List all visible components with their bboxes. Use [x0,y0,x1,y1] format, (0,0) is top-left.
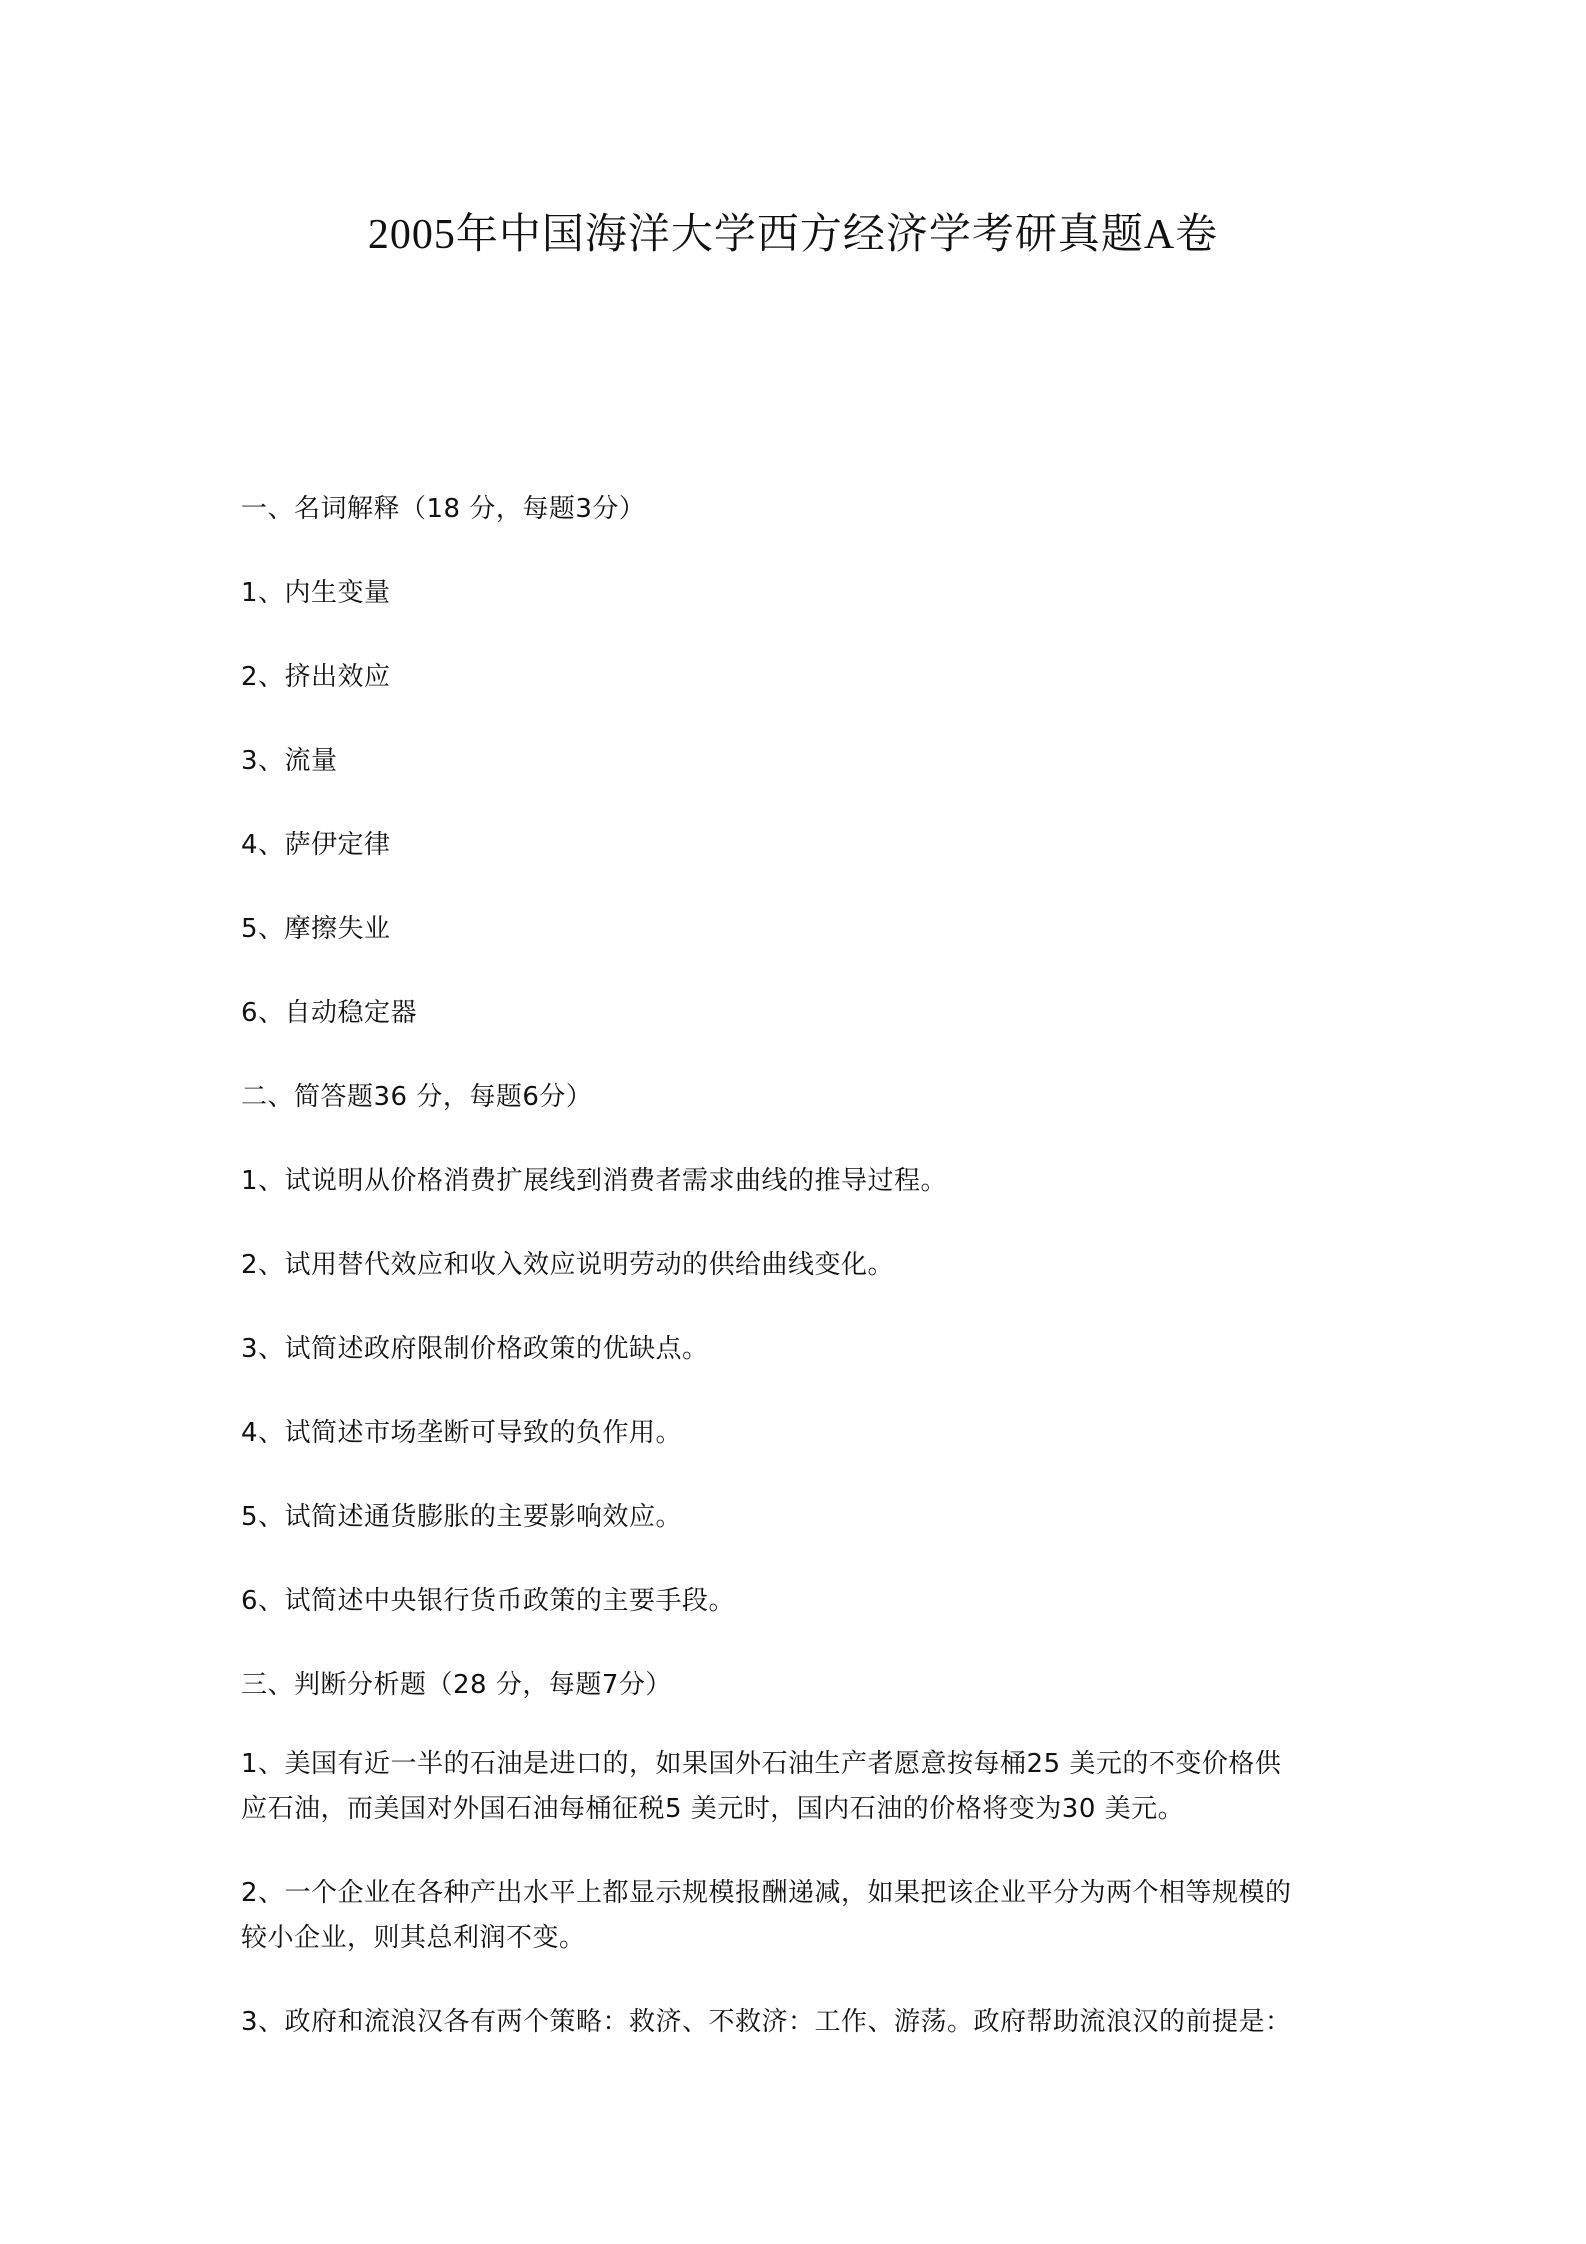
section-3-heading: 三、判断分析题（28 分，每题7分） [241,1670,672,1700]
section-2-item-3: 3、试简述政府限制价格政策的优缺点。 [241,1334,709,1364]
section-3-item-1 [241,1742,1359,1832]
section-2-item-4: 4、试简述市场垄断可导致的负作用。 [241,1418,683,1448]
section-1-item-6: 6、自动稳定器 [241,998,418,1028]
section-3-item-3-line-1: 3、政府和流浪汉各有两个策略：救济、不救济：工作、游荡。政府帮助流浪汉的前提是： [241,2007,1292,2037]
section-3-item-2-line-1: 2、一个企业在各种产出水平上都显示规模报酬递减，如果把该企业平分为两个相等规模的 [241,1878,1292,1908]
section-1-item-3: 3、流量 [241,746,338,776]
section-1-item-1: 1、内生变量 [241,578,391,608]
section-2-heading: 二、简答题36 分，每题6分） [241,1082,593,1112]
section-3-item-2 [241,1871,1359,1961]
section-1-item-4: 4、萨伊定律 [241,830,391,860]
section-1-item-5: 5、摩擦失业 [241,914,391,944]
section-2-item-6: 6、试简述中央银行货币政策的主要手段。 [241,1586,736,1616]
section-2-item-1: 1、试说明从价格消费扩展线到消费者需求曲线的推导过程。 [241,1166,948,1196]
section-3-item-3 [241,2000,1359,2045]
section-2-item-2: 2、试用替代效应和收入效应说明劳动的供给曲线变化。 [241,1250,895,1280]
section-1-heading: 一、名词解释（18 分，每题3分） [241,494,646,524]
section-3-item-1-line-2: 应石油，而美国对外国石油每桶征税5 美元时，国内石油的价格将变为30 美元。 [241,1794,1185,1824]
section-2-item-5: 5、试简述通货膨胀的主要影响效应。 [241,1502,683,1532]
section-3-item-1-line-1: 1、美国有近一半的石油是进口的，如果国外石油生产者愿意按每桶25 美元的不变价格供 [241,1749,1282,1779]
page-title: 2005年中国海洋大学西方经济学考研真题A卷 [367,212,1219,258]
section-3-item-2-line-2: 较小企业，则其总利润不变。 [241,1923,586,1953]
section-1-item-2: 2、挤出效应 [241,662,391,692]
